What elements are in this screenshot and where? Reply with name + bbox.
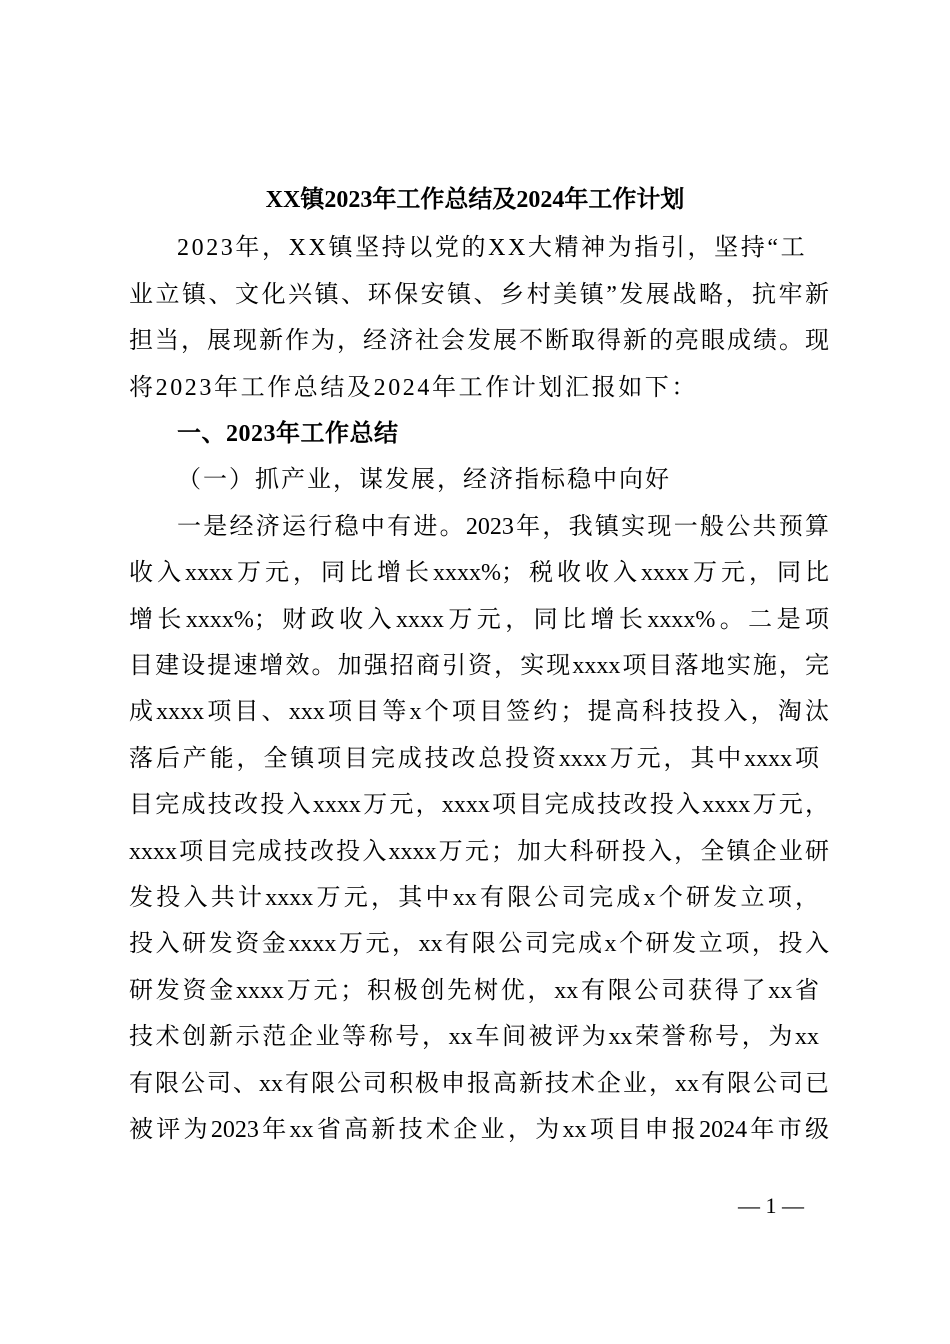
paragraph-line: xxxx项目完成技改投入xxxx万元；加大科研投入，全镇企业研: [129, 839, 829, 865]
paragraph-line: 一是经济运行稳中有进。2023年，我镇实现一般公共预算: [177, 514, 829, 540]
paragraph-line: 发投入共计xxxx万元，其中xx有限公司完成x个研发立项，: [129, 885, 819, 911]
section-heading: 一、2023年工作总结: [177, 421, 399, 447]
paragraph-line: 目建设提速增效。加强招商引资，实现xxxx项目落地实施，完: [129, 653, 829, 679]
paragraph-line: 业立镇、文化兴镇、环保安镇、乡村美镇”发展战略，抗牢新: [129, 282, 829, 308]
paragraph-line: 被评为2023年xx省高新技术企业，为xx项目申报2024年市级: [129, 1117, 829, 1143]
paragraph-line: 担当，展现新作为，经济社会发展不断取得新的亮眼成绩。现: [129, 328, 829, 354]
paragraph-line: 收入xxxx万元，同比增长xxxx%；税收收入xxxx万元，同比: [129, 560, 829, 586]
paragraph-line: 增长xxxx%；财政收入xxxx万元，同比增长xxxx%。二是项: [129, 607, 829, 633]
document-title: XX镇2023年工作总结及2024年工作计划: [265, 187, 685, 213]
page-number: — 1 —: [738, 1193, 804, 1218]
paragraph-line: 研发资金xxxx万元；积极创先树优，xx有限公司获得了xx省: [129, 978, 819, 1004]
paragraph-line: 落后产能，全镇项目完成技改总投资xxxx万元，其中xxxx项: [129, 746, 819, 772]
paragraph-line: 投入研发资金xxxx万元，xx有限公司完成x个研发立项，投入: [129, 931, 829, 957]
paragraph-line: 将2023年工作总结及2024年工作计划汇报如下：: [129, 375, 698, 401]
paragraph-line: 目完成技改投入xxxx万元，xxxx项目完成技改投入xxxx万元，: [129, 792, 829, 818]
paragraph-line: 技术创新示范企业等称号，xx车间被评为xx荣誉称号，为xx: [129, 1024, 819, 1050]
paragraph-line: 成xxxx项目、xxx项目等x个项目签约；提高科技投入，淘汰: [129, 699, 829, 725]
paragraph-line: 2023年，XX镇坚持以党的XX大精神为指引，坚持“工: [177, 235, 808, 261]
subsection-heading: （一）抓产业，谋发展，经济指标稳中向好: [177, 467, 671, 493]
paragraph-line: 有限公司、xx有限公司积极申报高新技术企业，xx有限公司已: [129, 1071, 829, 1097]
